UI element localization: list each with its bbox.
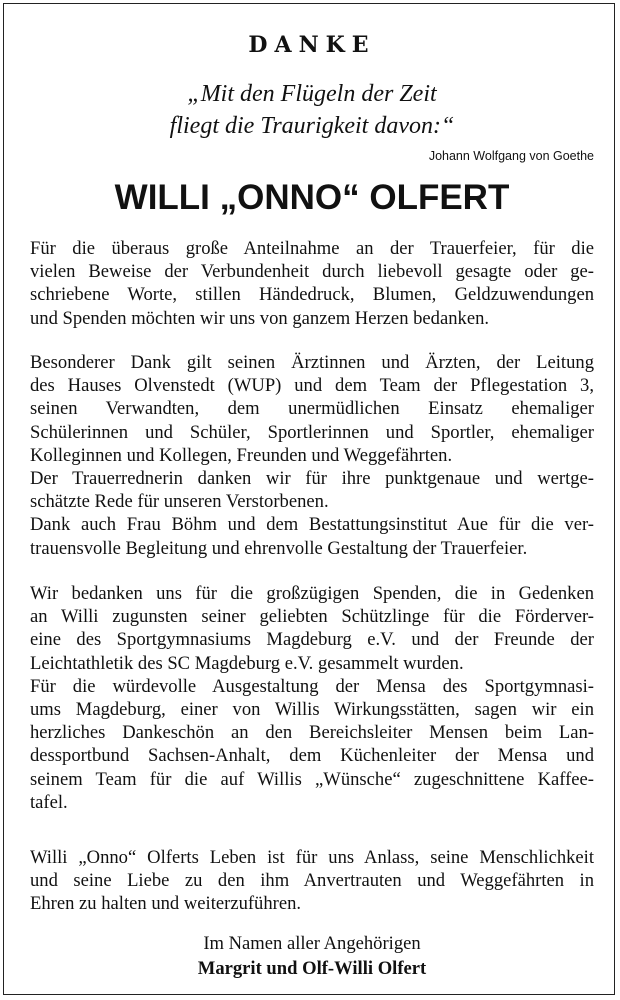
paragraph-4 <box>30 846 594 916</box>
deceased-name: WILLI „ONNO“ OLFERT <box>114 178 510 217</box>
notice-frame <box>3 3 615 995</box>
paragraph-line: und seine Liebe zu den ihm Anvertrauten und Weggefährten in <box>30 870 594 892</box>
paragraph-line: seinen Verwandten, dem unermüdlichen Einsatz ehemaliger <box>30 398 594 420</box>
paragraph-3 <box>30 582 594 814</box>
paragraph-line: des Hauses Olvenstedt (WUP) und dem Team der Pflegestation 3, <box>30 375 594 397</box>
paragraph-line: Dank auch Frau Böhm und dem Bestattungsinstitut Aue für die ver- <box>30 514 594 536</box>
paragraph-line: Der Trauerrednerin danken wir für ihre punktgenaue und wertge- <box>30 468 594 490</box>
paragraph-line: Für die überaus große Anteilnahme an der Trauerfeier, für die <box>30 238 594 259</box>
paragraph-line: seinem Team für die auf Willis „Wünsche“ zugeschnittene Kaffee- <box>30 768 594 790</box>
paragraph-line: Schülerinnen und Schüler, Sportlerinnen und Sportler, ehemaliger <box>30 421 594 443</box>
paragraph-line: Besonderer Dank gilt seinen Ärztinnen und Ärzten, der Leitung <box>30 352 594 373</box>
heading: DANKE <box>248 32 376 58</box>
quote-line-1: „Mit den Flügeln der Zeit <box>187 81 437 107</box>
quote-author: Johann Wolfgang von Goethe <box>428 149 594 163</box>
paragraph-2 <box>30 351 594 560</box>
paragraph-line: schätzte Rede für unseren Verstorbenen. <box>30 491 329 513</box>
paragraph-line: Für die würdevolle Ausgestaltung der Mensa des Sportgymnasi- <box>30 675 594 697</box>
signature-intro: Im Namen aller Angehörigen <box>203 933 421 954</box>
paragraph-line: Willi „Onno“ Olferts Leben ist für uns Anlass, seine Menschlichkeit <box>30 847 594 868</box>
signature-names: Margrit und Olf-Willi Olfert <box>197 958 427 979</box>
paragraph-1 <box>30 237 594 330</box>
paragraph-line: ums Magdeburg, einer von Willis Wirkungsstätten, sagen wir ein <box>30 699 594 721</box>
paragraph-line: schriebene Worte, stillen Händedruck, Blumen, Geldzuwendungen <box>30 284 594 306</box>
quote-line-2: fliegt die Traurigkeit davon:“ <box>169 113 455 139</box>
paragraph-line: an Willi zugunsten seiner geliebten Schützlinge für die Förderver- <box>30 606 594 628</box>
paragraph-line: trauensvolle Begleitung und ehrenvolle Gestaltung der Trauerfeier. <box>30 537 528 559</box>
paragraph-line: herzliches Dankeschön an den Bereichsleiter Mensen beim Lan- <box>30 722 594 744</box>
paragraph-line: eine des Sportgymnasiums Magdeburg e.V. und der Freunde der <box>30 629 594 651</box>
paragraph-line: und Spenden möchten wir uns von ganzem Herzen bedanken. <box>30 307 490 329</box>
paragraph-line: Wir bedanken uns für die großzügigen Spenden, die in Gedenken <box>30 583 594 604</box>
paragraph-line: vielen Beweise der Verbundenheit durch liebevoll gesagte oder ge- <box>30 261 594 283</box>
paragraph-line: Kolleginnen und Kollegen, Freunden und Weggefährten. <box>30 444 453 466</box>
paragraph-line: Leichtathletik des SC Magdeburg e.V. gesammelt wurden. <box>30 652 464 674</box>
paragraph-line: tafel. <box>30 791 68 813</box>
paragraph-line: dessportbund Sachsen-Anhalt, dem Küchenleiter der Mensa und <box>30 745 594 767</box>
paragraph-line: Ehren zu halten und weiterzuführen. <box>30 893 302 915</box>
